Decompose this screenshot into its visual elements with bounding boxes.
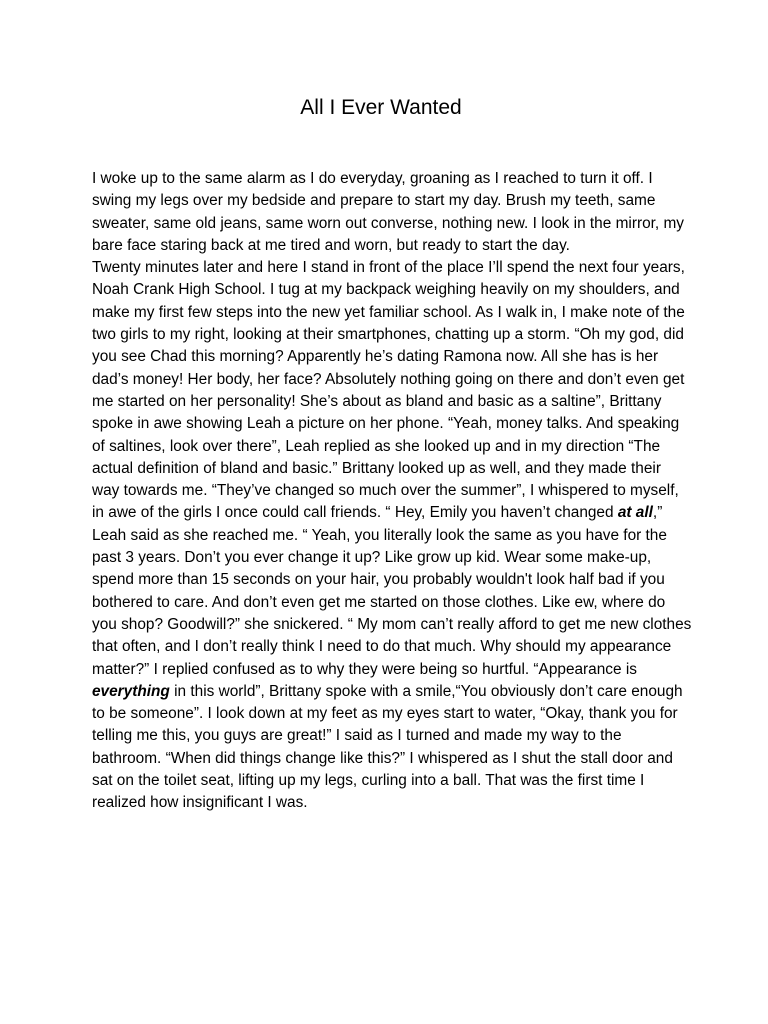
document-body <box>92 168 692 815</box>
paragraph-school-encounter <box>92 257 692 814</box>
emphasis-at-all: at all <box>617 504 653 522</box>
paragraph-text-segment: ,” Leah said as she reached me. “ Yeah, you literally look the same as you have for the past 3 years. Don’t you ever change it up? Like grow up kid. Wear some make-up, spend more than 15 seconds on your hair, you probably wouldn't look half bad if you bothered to care. And don’t even get me started on those clothes. Like ew, where do you shop? Goodwill?” she snickered. “ My mom can’t really afford to get me new clothes that often, and I don’t really think I need to do that much. Why should my appearance matter?” I replied confused as to why they were being so hurtful. “Appearance is <box>92 504 692 678</box>
emphasis-everything: everything <box>92 682 170 700</box>
document-title: All I Ever Wanted <box>300 96 462 119</box>
paragraph-morning-routine: I woke up to the same alarm as I do everyday, groaning as I reached to turn it off. I swing my legs over my bedside and prepare to start my day. Brush my teeth, same sweater, same old jeans, same worn out converse, nothing new. I look in the mirror, my bare face staring back at me tired and worn, but ready to start the day. <box>92 170 684 254</box>
paragraph-text-segment: Twenty minutes later and here I stand in front of the place I’ll spend the next four years, Noah Crank High School. I tug at my backpack weighing heavily on my shoulders, and make my first few steps into the new yet familiar school. As I walk in, I make note of the two girls to my right, looking at their smartphones, chatting up a storm. “Oh my god, did you see Chad this morning? Apparently he’s dating Ramona now. All she has is her dad’s money! Her body, her face? Absolutely nothing going on there and don’t even get me started on her personality! She’s about as bland and basic as a saltine”, Brittany spoke in awe showing Leah a picture on her phone. “Yeah, money talks. And speaking of saltines, look over there”, Leah replied as she looked up and in my direction “The actual definition of bland and basic.” Brittany looked up as well, and they made their way towards me. “They’ve changed so much over the summer”, I whispered to myself, in awe of the girls I once could call friends. “ Hey, Emily you haven’t changed <box>92 259 685 522</box>
paragraph-text-segment: in this world”, Brittany spoke with a smile,“You obviously don’t care enough to be someone”. I look down at my feet as my eyes start to water, “Okay, thank you for telling me this, you guys are great!” I said as I turned and made my way to the bathroom. “When did things change like this?” I whispered as I shut the stall door and sat on the toilet seat, lifting up my legs, curling into a ball. That was the first time I realized how insignificant I was. <box>92 682 683 812</box>
